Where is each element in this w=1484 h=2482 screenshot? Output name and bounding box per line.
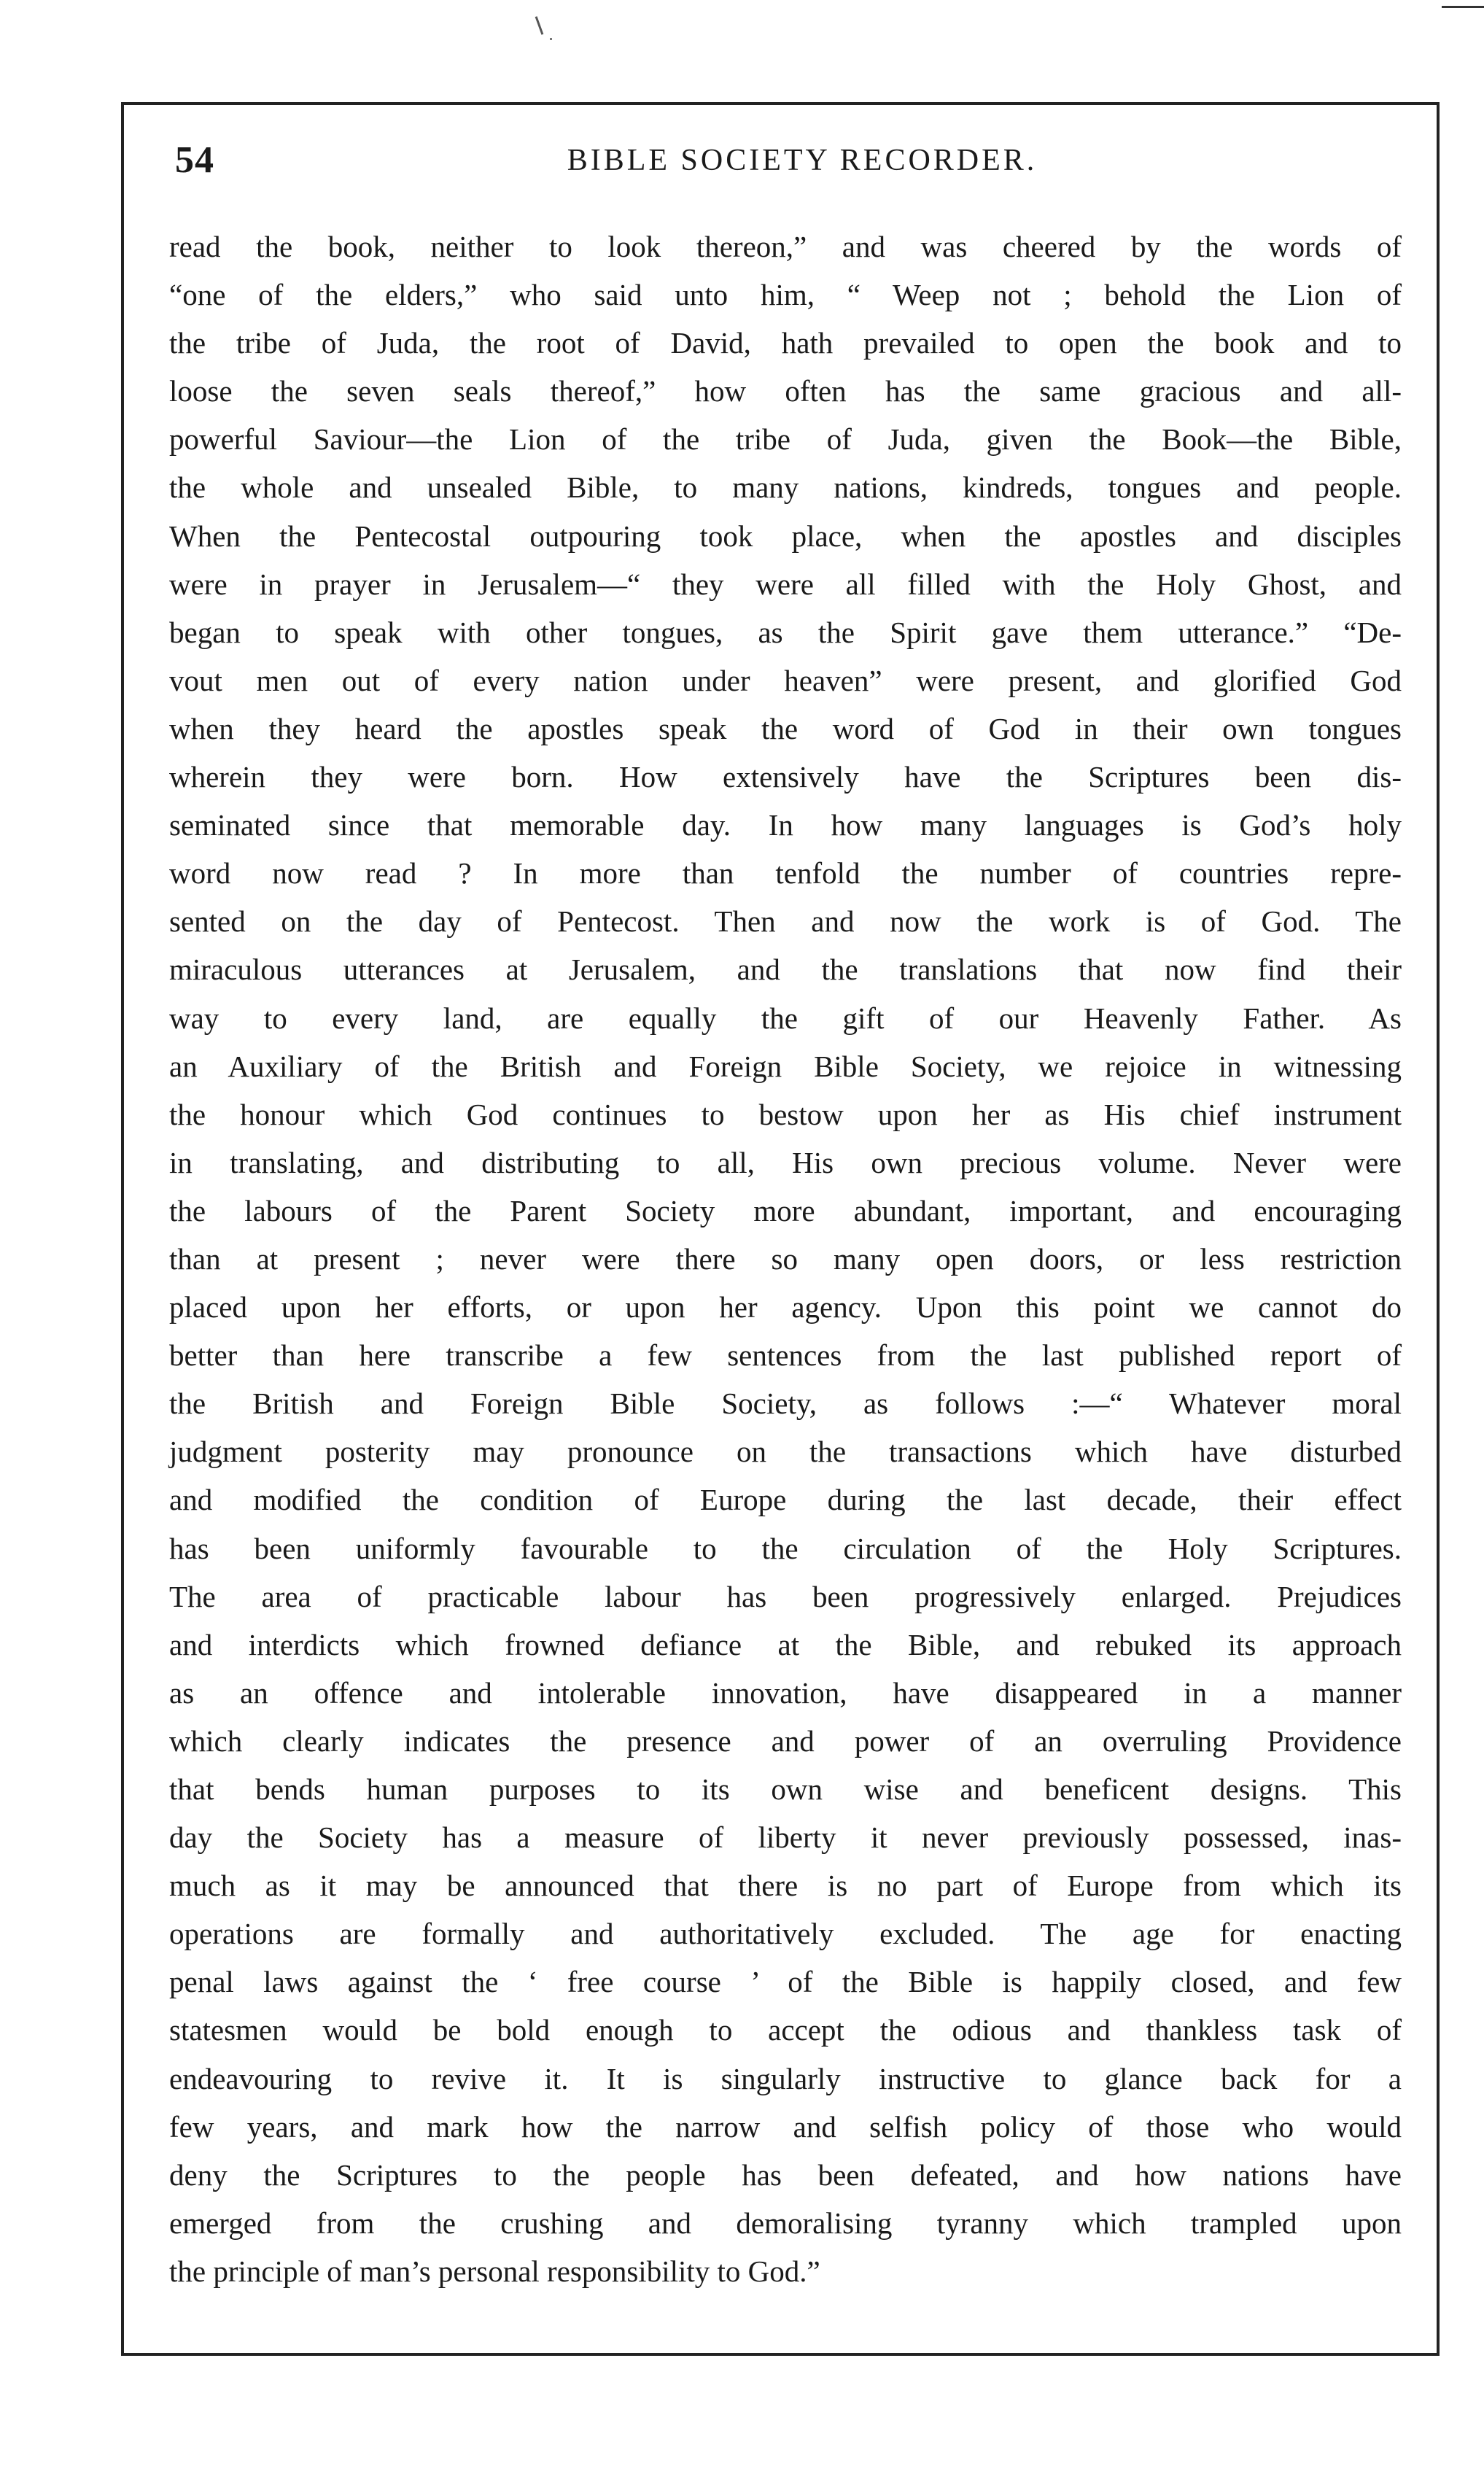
text-line: placed upon her efforts, or upon her agency. Upon this point we cannot do [169,1290,1402,1325]
text-line: “one of the elders,” who said unto him, “ Weep not ; behold the Lion of [169,278,1402,312]
scan-mark [535,16,544,34]
text-line: The area of practicable labour has been progressively enlarged. Prejudices [169,1579,1402,1613]
text-line: in translating, and distributing to all, His own precious volume. Never were [169,1145,1402,1179]
text-line: better than here transcribe a few sentences from the last published report of [169,1338,1402,1373]
text-line: emerged from the crushing and demoralising tyranny which trampled upon [169,2206,1402,2240]
text-line: endeavouring to revive it. It is singularly instructive to glance back for a [169,2061,1402,2095]
scan-edge-line [1442,6,1484,8]
text-line: the labours of the Parent Society more abundant, important, and encouraging [169,1193,1402,1228]
text-line: the principle of man’s personal responsibility to God.” [169,2254,820,2288]
text-line: the British and Foreign Bible Society, as follows :—“ Whatever moral [169,1387,1402,1421]
text-line: the whole and unsealed Bible, to many nations, kindreds, tongues and people. [169,470,1402,505]
text-line: statesmen would be bold enough to accept the odious and thankless task of [169,2013,1402,2047]
text-line: an Auxiliary of the British and Foreign Bible Society, we rejoice in witnessing [169,1049,1402,1083]
text-line: judgment posterity may pronounce on the transactions which have disturbed [169,1435,1402,1469]
text-line: When the Pentecostal outpouring took place, when the apostles and disciples [169,519,1402,553]
text-line: that bends human purposes to its own wise and beneficent designs. This [169,1772,1402,1806]
text-line: word now read ? In more than tenfold the number of countries repre- [169,856,1402,891]
text-line: deny the Scriptures to the people has been defeated, and how nations have [169,2157,1402,2192]
text-line: when they heard the apostles speak the word of God in their own tongues [169,711,1402,745]
text-line: few years, and mark how the narrow and selfish policy of those who would [169,2109,1402,2144]
text-line: loose the seven seals thereof,” how often has the same gracious and all- [169,374,1402,408]
text-line: much as it may be announced that there is no part of Europe from which its [169,1869,1402,1903]
text-line: miraculous utterances at Jerusalem, and the translations that now find their [169,953,1402,987]
text-line: operations are formally and authoritatively excluded. The age for enacting [169,1917,1402,1951]
text-line: powerful Saviour—the Lion of the tribe of Juda, given the Book—the Bible, [169,422,1402,457]
text-line: began to speak with other tongues, as the Spirit gave them utterance.” “De- [169,615,1402,649]
text-line: the tribe of Juda, the root of David, hath prevailed to open the book and to [169,326,1402,360]
text-line: way to every land, are equally the gift of our Heavenly Father. As [169,1001,1402,1035]
running-title: BIBLE SOCIETY RECORDER. [567,144,1038,177]
scan-speck [550,38,552,40]
text-line: wherein they were born. How extensively have the Scriptures been dis- [169,760,1402,794]
text-line: and modified the condition of Europe during the last decade, their effect [169,1483,1402,1517]
text-line: than at present ; never were there so many open doors, or less restriction [169,1241,1402,1276]
text-line: and interdicts which frowned defiance at the Bible, and rebuked its approach [169,1627,1402,1661]
body-text [169,222,1402,2295]
text-line: were in prayer in Jerusalem—“ they were all filled with the Holy Ghost, and [169,567,1402,601]
text-line: has been uniformly favourable to the circulation of the Holy Scriptures. [169,1531,1402,1565]
text-line: the honour which God continues to bestow upon her as His chief instrument [169,1097,1402,1131]
text-line: read the book, neither to look thereon,” and was cheered by the words of [169,230,1402,263]
text-line: seminated since that memorable day. In how many languages is God’s holy [169,808,1402,842]
text-line: vout men out of every nation under heaven” were present, and glorified God [169,663,1402,697]
page-header [175,139,1429,190]
text-line: which clearly indicates the presence and power of an overruling Providence [169,1723,1402,1758]
text-line: penal laws against the ‘ free course ’ of the Bible is happily closed, and few [169,1965,1402,1999]
text-line: day the Society has a measure of liberty it never previously possessed, inas- [169,1820,1402,1855]
page-number: 54 [175,139,214,181]
text-line: as an offence and intolerable innovation, have disappeared in a manner [169,1675,1402,1710]
text-line: sented on the day of Pentecost. Then and now the work is of God. The [169,904,1402,939]
